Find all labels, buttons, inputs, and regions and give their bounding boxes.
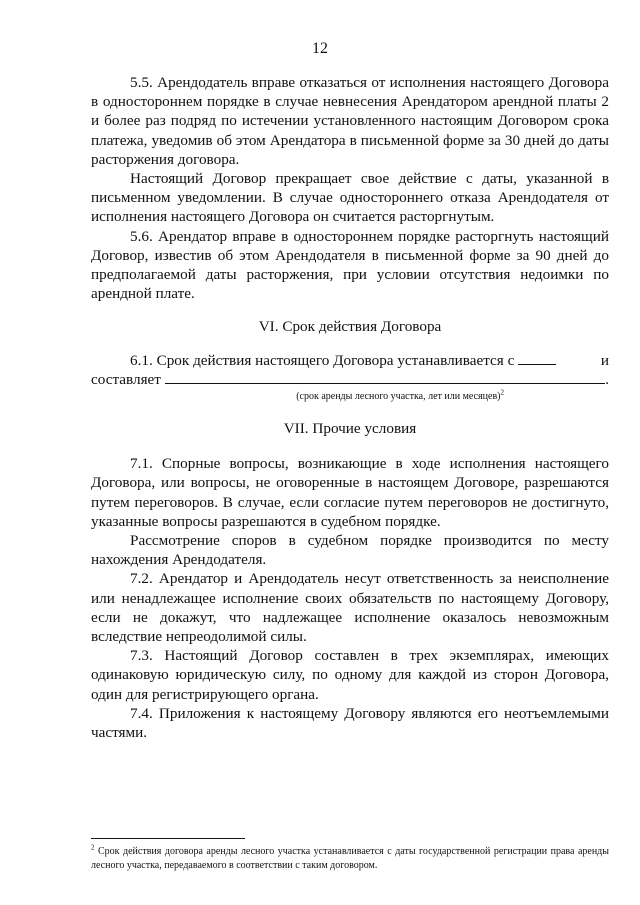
section-7-heading: VII. Прочие условия [283,420,417,438]
clause-6-1-line-2 [91,370,609,389]
footnote-divider [91,838,245,839]
start-date-blank [518,351,556,365]
clause-6-1-and: и [600,351,609,369]
clause-6-1-line-1 [91,351,609,370]
lease-term-hint: (срок аренды лесного участка, лет или месяцев)$^2$ [296,388,504,403]
clause-7-3: 7.3. Настоящий Договор составлен в трех экземплярах, имеющих одинаковую юридическую силу, по одному для каждой из сторон Договора, один для регистрирующего органа. [91,647,609,703]
footnote-ref: 2 [500,388,504,397]
section-6-heading: VI. Срок действия Договора [258,318,442,336]
clause-7-4: 7.4. Приложения к настоящему Договору являются его неотъемлемыми частями. [91,704,609,742]
clause-5-6: 5.6. Арендатор вправе в одностороннем порядке расторгнуть настоящий Договор, известив об этом Арендодателя в письменной форме за 90 дней до предполагаемой даты расторжения, при условии отсутствия недоимки по арендной плате. [91,227,609,303]
footnote-marker: 2 [91,843,95,852]
clause-7-1-jurisdiction: Рассмотрение споров в судебном порядке производится по месту нахождения Арендодателя. [91,532,609,569]
page-number: 12 [312,40,328,57]
clause-7-2: 7.2. Арендатор и Арендодатель несут ответственность за неисполнение или ненадлежащее исполнение своих обязательств по настоящему Договору, если не докажут, что надлежащее исполнение оказалось невозможным вследствие непреодолимой силы. [91,570,609,646]
clause-6-1-cont: составляет [91,370,161,388]
clause-5-5: 5.5. Арендодатель вправе отказаться от исполнения настоящего Договора в одностороннем порядке в случае невнесения Арендатором арендной платы 2 и более раз подряд по истечении установленного настоящим Договором срока платежа, уведомив об этом Арендатора в письменной форме за 30 дней до даты расторжения договора. [91,74,609,168]
footnote-text: Срок действия договора аренды лесного участка устанавливается с даты государственной регистрации права аренды лесного участка, передаваемого в соответствии с таким договором. [91,846,609,871]
clause-6-1 [91,351,609,403]
clause-7-1: 7.1. Спорные вопросы, возникающие в ходе исполнения настоящего Договора, или вопросы, не оговоренные в настоящем Договоре, разрешаются путем переговоров. В случае, если согласие путем переговоров не достигнуто, указанные вопросы разрешаются в судебном порядке. [91,455,609,530]
footnote [91,845,609,873]
lease-term-blank [165,370,605,384]
document-body [91,73,609,742]
clause-6-1-start: 6.1. Срок действия настоящего Договора устанавливается с [130,351,515,369]
clause-6-1-end: . [605,370,609,388]
clause-5-5-termination: Настоящий Договор прекращает свое действие с даты, указанной в письменном уведомлении. В случае одностороннего отказа Арендодателя от исполнения настоящего Договора он считается расторгнутым. [91,170,609,226]
